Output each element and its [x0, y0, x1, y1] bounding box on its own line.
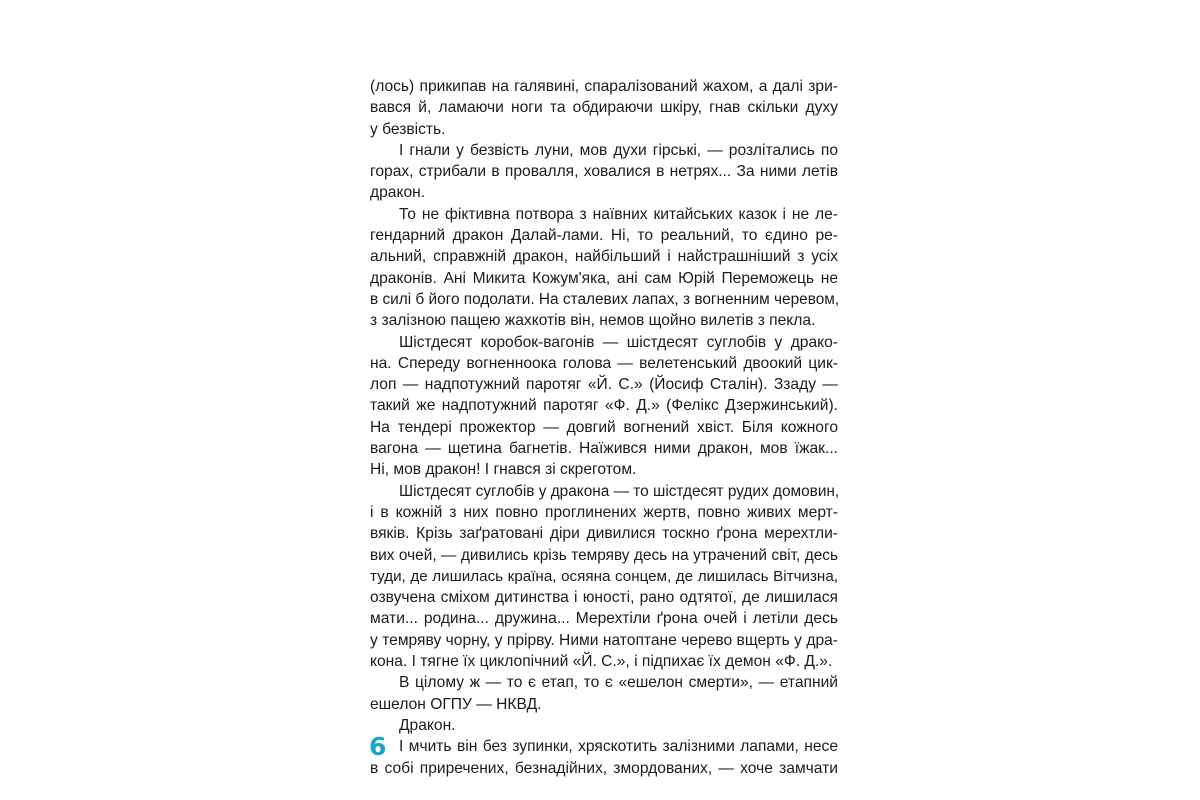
text-line: у безвість.: [370, 120, 446, 138]
text-line: вяків. Крізь заґратовані діри дивилися тоскно ґрона мерехтли-: [370, 525, 838, 543]
text-line: у темряву чорну, у прірву. Ними натоптане черево вщерть у дра-: [370, 631, 838, 649]
text-line: Ні, мов дракон! І гнався зі скреготом.: [370, 461, 637, 479]
text-line: на. Спереду вогненноока голова — велетенський двоокий цик-: [370, 354, 838, 372]
text-line: альний, справжній дракон, найбільший і найстрашніший з усіх: [370, 248, 838, 266]
text-line: вих очей, — дивились крізь темряву десь на утрачений світ, десь: [370, 546, 838, 564]
text-line: Дракон.: [399, 716, 456, 734]
text-line: І мчить він без зупинки, хряскотить залізними лапами, несе: [399, 738, 838, 756]
text-line: в собі приречених, безнадійних, змордованих, — хоче замчати: [370, 759, 838, 777]
text-line: туди, де лишилась країна, осяяна сонцем, де лишилась Вітчизна,: [370, 567, 838, 585]
text-line: озвучена сміхом дитинства і юності, рано одтятої, де лишилася: [370, 589, 838, 607]
page-number: 6: [369, 732, 387, 761]
text-line: ешелон ОГПУ — НКВД.: [370, 695, 542, 713]
text-line: гендарний дракон Далай-лами. Ні, то реальний, то єдино ре-: [370, 227, 838, 245]
text-line: В цілому ж — то є етап, то є «ешелон смерти», — етапний: [399, 674, 838, 692]
text-line: вагона — щетина багнетів. Наїжився ними дракон, мов їжак...: [370, 440, 838, 458]
text-line: горах, стрибали в провалля, ховалися в нетрях... За ними летів: [370, 163, 838, 181]
text-line: лоп — надпотужний паротяг «Й. С.» (Йосиф Сталін). Ззаду —: [370, 376, 838, 394]
text-line: мати... родина... дружина... Мерехтіли ґрона очей і летіли десь: [370, 610, 838, 628]
text-line: Шістдесят суглобів у дракона — то шістдесят рудих домовин,: [399, 482, 840, 500]
text-line: такий же надпотужний паротяг «Ф. Д.» (Фелікс Дзержинський).: [370, 397, 838, 415]
text-line: І гнали у безвість луни, мов духи гірські, — розлітались по: [399, 141, 838, 159]
text-line: кона. І тягне їх циклопічний «Й. С.», і підпихає їх демон «Ф. Д.».: [370, 653, 833, 671]
text-line: вався й, ламаючи ноги та обдираючи шкіру, гнав скільки духу: [370, 99, 838, 117]
text-line: і в кожній з них повно проглинених жертв, повно живих мерт-: [370, 503, 838, 521]
text-line: Шістдесят коробок-вагонів — шістдесят суглобів у драко-: [399, 333, 838, 351]
text-line: з залізною пащею жахкотів він, немов щойно вилетів з пекла.: [370, 312, 816, 330]
text-line: дракон.: [370, 184, 426, 202]
text-line: в силі б його подолати. На сталевих лапах, з вогненним черевом,: [370, 290, 840, 308]
text-line: На тендері прожектор — довгий вогнений хвіст. Біля кожного: [370, 418, 838, 436]
body-text: [370, 76, 838, 779]
text-line: То не фіктивна потвора з наївних китайських казок і не ле-: [399, 205, 838, 223]
text-line: (лось) прикипав на галявині, спаралізований жахом, а далі зри-: [370, 78, 838, 95]
text-line: драконів. Ані Микита Кожум'яка, ані сам Юрій Переможець не: [370, 269, 838, 287]
